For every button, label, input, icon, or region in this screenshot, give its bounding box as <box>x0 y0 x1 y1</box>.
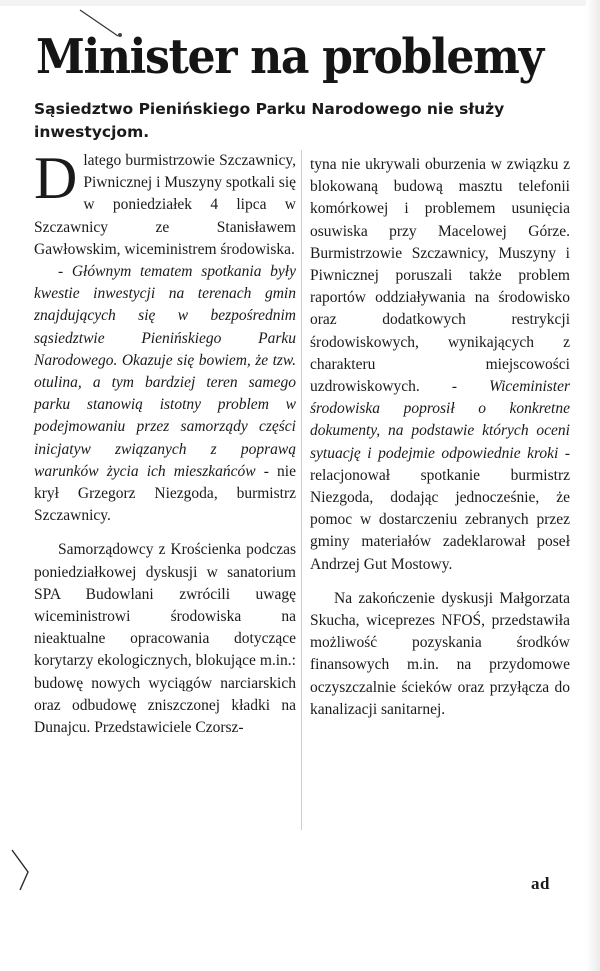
paragraph-3-continued <box>310 154 570 576</box>
quote-text: - Głównym tematem spotkania były kwestie inwestycji na terenach gmin znajdujących się w bezpośrednim sąsiedztwie Pienińskiego Parku Narodowego. Okazuje się bowiem, że tzw. otulina, a tym bardziej teren samego parku stanowią istotny problem w podejmowaniu przez samorządy części inicjatyw związanych z poprawą warunków życia ich mieszkańców <box>34 263 296 480</box>
author-initials: ad <box>531 874 550 893</box>
scan-edge <box>0 0 600 6</box>
paragraph-2 <box>34 261 296 527</box>
column-left <box>34 145 297 739</box>
quote-text-2: - Wiceminister środowiska poprosił o konkretne dokumenty, na podstawie których oceni sytuację i podejmie odpowiednie kroki <box>310 378 570 462</box>
drop-cap: D <box>34 145 78 211</box>
paragraph-1-text: latego burmistrzowie Szczawnicy, Piwnicznej i Muszyny spotkali się w poniedziałek 4 lipca w Szczawnicy ze Stanisławem Gawłowskim, wiceministrem środowiska. <box>34 152 297 258</box>
paragraph-1 <box>34 145 297 261</box>
paragraph-3-cont-text: tyna nie ukrywali oburzenia w związku z blokowaną budową masztu telefonii komórkowej i problemem usunięcia osuwiska przy Macelowej Górze. Burmistrzowie Szczawnicy, Muszyny i Piwnicznej poruszali także problem raportów oddziaływania na środowisko oraz dodatkowych restrykcji środowiskowych, wynikających z charakteru miejscowości uzdrowiskowych. <box>310 156 570 396</box>
paragraph-3: Samorządowcy z Krościenka podczas poniedziałkowej dyskusji w sanatorium SPA Budowlani zwrócili uwagę wiceministrowi środowiska na nieaktualne opracowania dotyczące korytarzy ekologicznych, blokujące m.in.: budowę nowych wyciągów narciarskich oraz odbudowę zniszczonej kładki na Dunajcu. Przedstawiciele Czorsz- <box>34 541 296 737</box>
scan-edge-shadow <box>586 0 600 971</box>
pen-stroke-mark <box>8 848 42 892</box>
article-lead: Sąsiedztwo Pienińskiego Parku Narodowego nie służy inwestycjom. <box>34 100 505 141</box>
column-divider <box>301 150 302 830</box>
quote-attribution: - nie krył Grzegorz Niezgoda, burmistrz Szczawnicy. <box>34 462 296 525</box>
quote-attribution-2: - relacjonował spotkanie burmistrz Niezgoda, dodając jednocześnie, że pomoc w dostarczeniu zebranych przez gminy materiałów zadeklarował poseł Andrzej Gut Mostowy. <box>310 444 570 573</box>
column-right <box>310 154 570 721</box>
paragraph-4: Na zakończenie dyskusji Małgorzata Skucha, wiceprezes NFOŚ, przedstawiła możliwość pozyskania środków finansowych m.in. na przydomowe oczyszczalnie ścieków oraz przyłącza do kanalizacji sanitarnej. <box>310 589 570 718</box>
article-title: Minister na problemy <box>36 29 543 85</box>
